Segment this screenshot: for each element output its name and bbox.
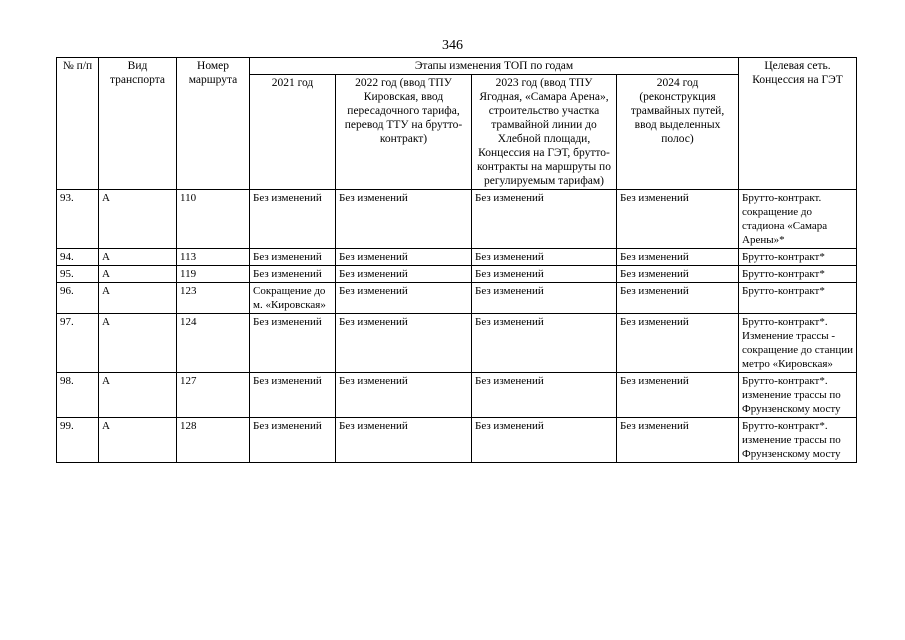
table-header — [57, 58, 857, 190]
table-body — [57, 190, 857, 463]
cell-route-number: 127 — [177, 373, 250, 418]
cell-route-number: 128 — [177, 418, 250, 463]
cell-2024: Без изменений — [617, 190, 739, 249]
table-row — [57, 283, 857, 314]
cell-transport-type: А — [99, 418, 177, 463]
routes-table — [56, 57, 857, 463]
header-year-2021: 2021 год — [250, 75, 336, 190]
table-row — [57, 314, 857, 373]
cell-target: Брутто-контракт* — [739, 266, 857, 283]
header-num: № п/п — [57, 58, 99, 190]
cell-2022: Без изменений — [336, 190, 472, 249]
cell-2024: Без изменений — [617, 314, 739, 373]
cell-target: Брутто-контракт* — [739, 249, 857, 266]
cell-num: 95. — [57, 266, 99, 283]
table-row — [57, 418, 857, 463]
header-target-network: Целевая сеть. Концессия на ГЭТ — [739, 58, 857, 190]
cell-2024: Без изменений — [617, 418, 739, 463]
cell-2022: Без изменений — [336, 283, 472, 314]
cell-transport-type: А — [99, 249, 177, 266]
header-route-number: Номер маршрута — [177, 58, 250, 190]
cell-num: 97. — [57, 314, 99, 373]
cell-2021: Без изменений — [250, 314, 336, 373]
cell-target: Брутто-контракт*. изменение трассы по Фрунзенскому мосту — [739, 418, 857, 463]
table-row — [57, 190, 857, 249]
table-row — [57, 266, 857, 283]
page-number: 346 — [442, 38, 463, 53]
cell-num: 96. — [57, 283, 99, 314]
cell-2023: Без изменений — [472, 418, 617, 463]
table-row — [57, 249, 857, 266]
cell-2021: Без изменений — [250, 249, 336, 266]
cell-2023: Без изменений — [472, 283, 617, 314]
cell-num: 99. — [57, 418, 99, 463]
cell-route-number: 119 — [177, 266, 250, 283]
table-row — [57, 373, 857, 418]
cell-route-number: 123 — [177, 283, 250, 314]
cell-2022: Без изменений — [336, 249, 472, 266]
cell-2023: Без изменений — [472, 314, 617, 373]
cell-2022: Без изменений — [336, 314, 472, 373]
header-stages-group: Этапы изменения ТОП по годам — [250, 58, 739, 75]
cell-2024: Без изменений — [617, 283, 739, 314]
cell-route-number: 110 — [177, 190, 250, 249]
cell-transport-type: А — [99, 283, 177, 314]
header-transport-type: Вид транспорта — [99, 58, 177, 190]
cell-2021: Без изменений — [250, 418, 336, 463]
cell-2023: Без изменений — [472, 373, 617, 418]
cell-transport-type: А — [99, 190, 177, 249]
cell-num: 93. — [57, 190, 99, 249]
cell-2021: Без изменений — [250, 190, 336, 249]
cell-2023: Без изменений — [472, 266, 617, 283]
header-year-2024: 2024 год (реконструкция трамвайных путей, ввод выделенных полос) — [617, 75, 739, 190]
cell-2021: Без изменений — [250, 373, 336, 418]
cell-2023: Без изменений — [472, 190, 617, 249]
cell-2024: Без изменений — [617, 373, 739, 418]
cell-2021: Без изменений — [250, 266, 336, 283]
cell-target: Брутто-контракт*. Изменение трассы - сокращение до станции метро «Кировская» — [739, 314, 857, 373]
cell-2024: Без изменений — [617, 249, 739, 266]
cell-route-number: 124 — [177, 314, 250, 373]
cell-2021: Сокращение до м. «Кировская» — [250, 283, 336, 314]
cell-target: Брутто-контракт. сокращение до стадиона «Самара Арены»* — [739, 190, 857, 249]
cell-target: Брутто-контракт*. изменение трассы по Фрунзенскому мосту — [739, 373, 857, 418]
cell-2022: Без изменений — [336, 373, 472, 418]
cell-transport-type: А — [99, 373, 177, 418]
cell-2024: Без изменений — [617, 266, 739, 283]
cell-2022: Без изменений — [336, 418, 472, 463]
cell-transport-type: А — [99, 266, 177, 283]
header-year-2022: 2022 год (ввод ТПУ Кировская, ввод пересадочного тарифа, перевод ТТУ на брутто-контракт) — [336, 75, 472, 190]
cell-target: Брутто-контракт* — [739, 283, 857, 314]
cell-transport-type: А — [99, 314, 177, 373]
cell-2023: Без изменений — [472, 249, 617, 266]
cell-num: 98. — [57, 373, 99, 418]
header-year-2023: 2023 год (ввод ТПУ Ягодная, «Самара Арена», строительство участка трамвайной линии до Хлебной площади, Концессия на ГЭТ, брутто-контракты на маршруты по регулируемым тарифам) — [472, 75, 617, 190]
cell-route-number: 113 — [177, 249, 250, 266]
cell-num: 94. — [57, 249, 99, 266]
cell-2022: Без изменений — [336, 266, 472, 283]
